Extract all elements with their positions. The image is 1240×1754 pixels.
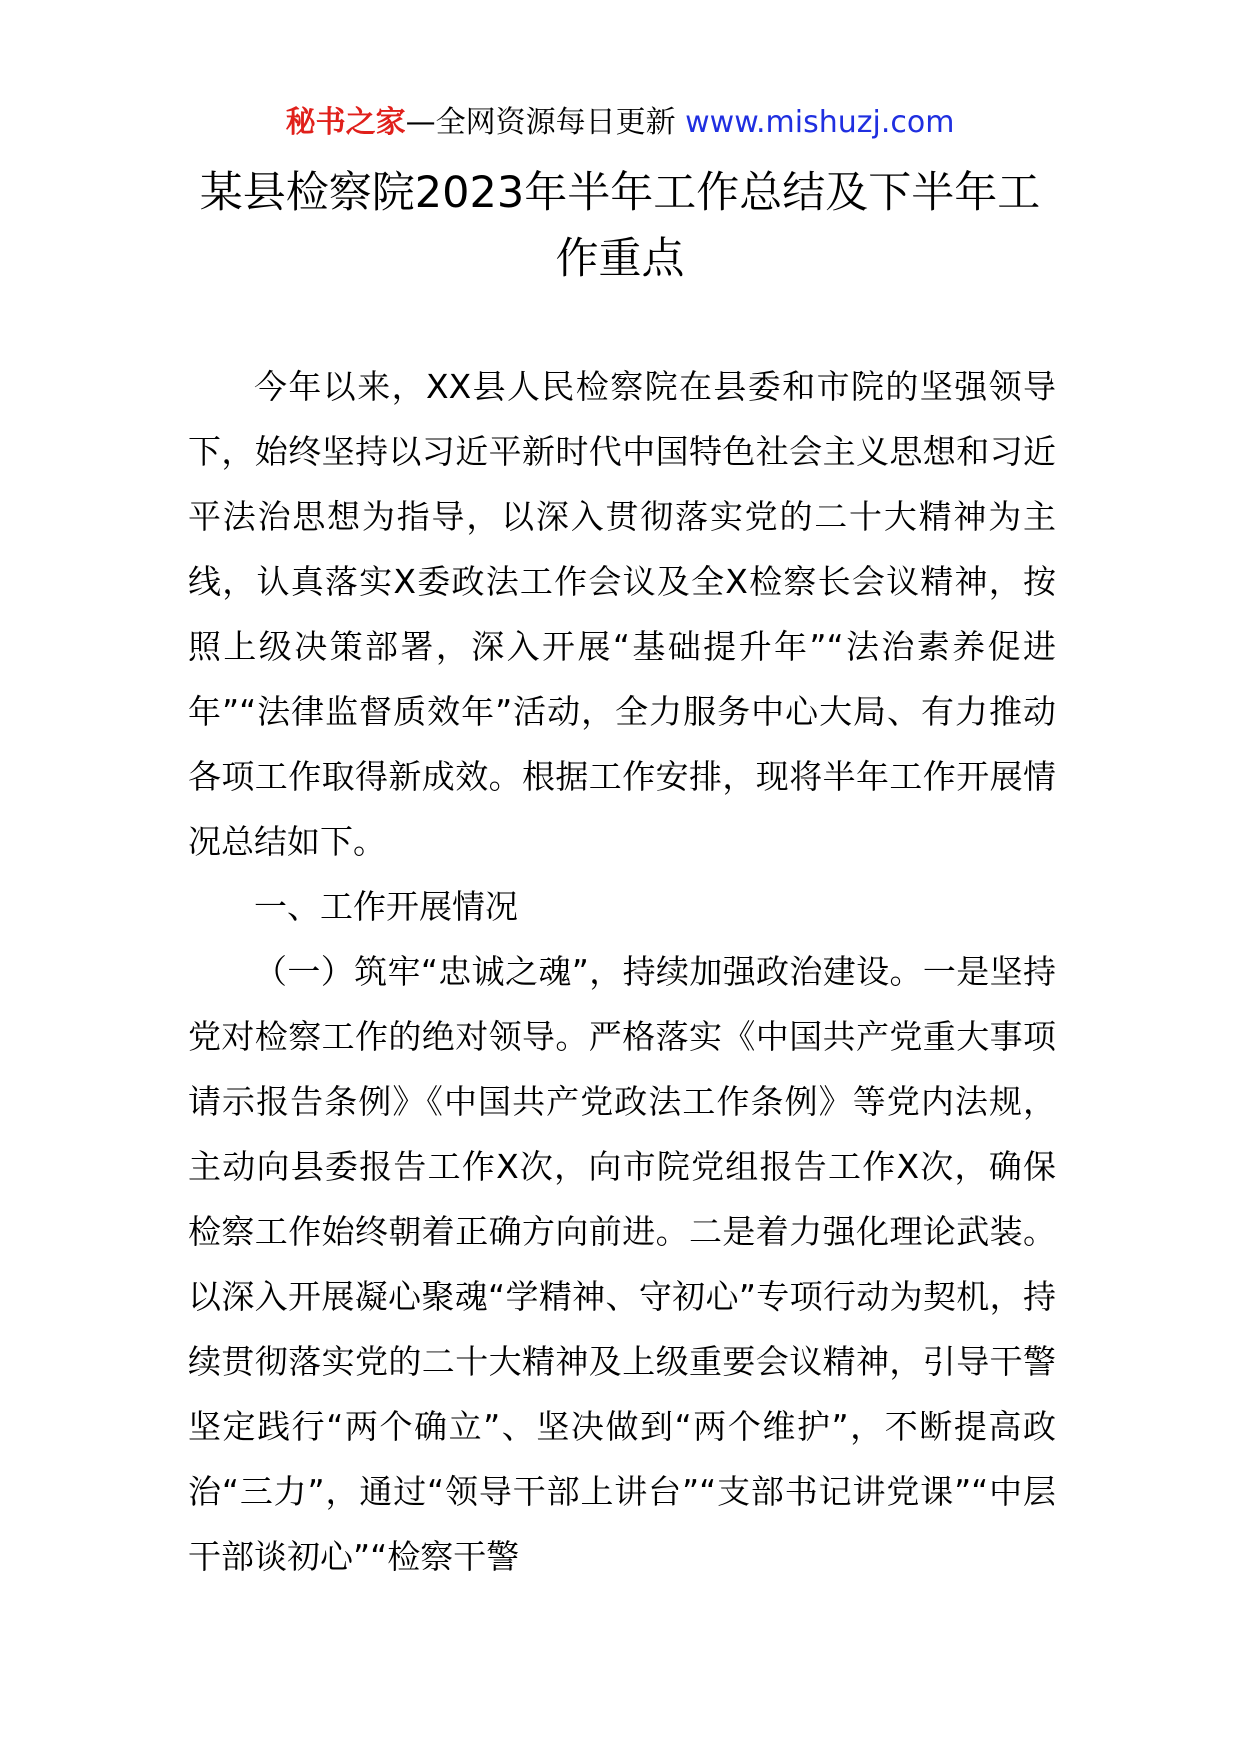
site-header xyxy=(0,103,1240,143)
section-heading: 一、工作开展情况 xyxy=(254,887,518,926)
site-url-link[interactable]: www.mishuzj.com xyxy=(685,105,955,140)
header-tagline: —全网资源每日更新 xyxy=(405,105,686,140)
intro-paragraph: 今年以来，XX县人民检察院在县委和市院的坚强领导下，始终坚持以习近平新时代中国特色社会主义思想和习近平法治思想为指导，以深入贯彻落实党的二十大精神为主线，认真落实X委政法工作会议及全X检察长会议精神，按照上级决策部署，深入开展“基础提升年”“法治素养促进年”“法律监督质效年”活动，全力服务中心大局、有力推动各项工作取得新成效。根据工作安排，现将半年工作开展情况总结如下。 xyxy=(188,367,1056,861)
document-body xyxy=(188,354,1056,1589)
body-paragraph: （一）筑牢“忠诚之魂”，持续加强政治建设。一是坚持党对检察工作的绝对领导。严格落实《中国共产党重大事项请示报告条例》《中国共产党政法工作条例》等党内法规，主动向县委报告工作X次，向市院党组报告工作X次，确保检察工作始终朝着正确方向前进。二是着力强化理论武装。以深入开展凝心聚魂“学精神、守初心”专项行动为契机，持续贯彻落实党的二十大精神及上级重要会议精神，引导干警坚定践行“两个确立”、坚决做到“两个维护”，不断提高政治“三力”，通过“领导干部上讲台”“支部书记讲党课”“中层干部谈初心”“检察干警 xyxy=(188,952,1056,1576)
brand-name: 秘书之家 xyxy=(285,105,406,140)
document-title: 某县检察院2023年半年工作总结及下半年工作重点 xyxy=(199,168,1041,284)
